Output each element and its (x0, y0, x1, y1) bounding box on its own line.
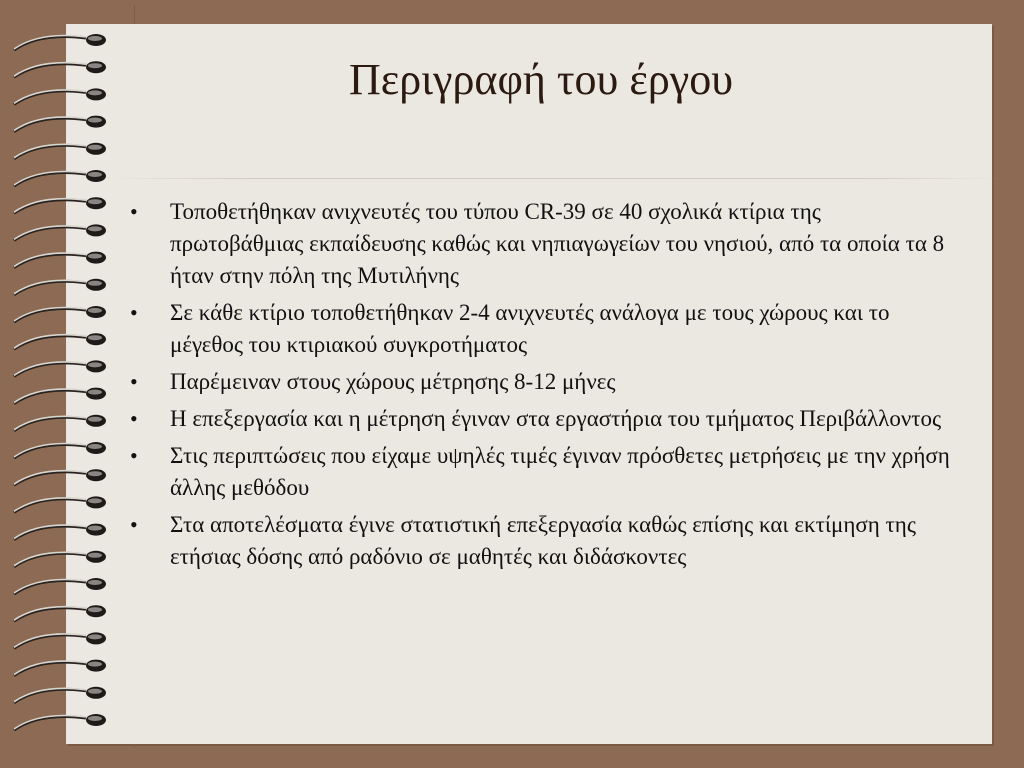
slide-title: Περιγραφή του έργου (348, 55, 734, 104)
list-item-text: Σε κάθε κτίριο τοποθετήθηκαν 2-4 ανιχνευτές ανάλογα με τους χώρους και το μέγεθος του κτιριακού συγκροτήματος (170, 300, 890, 357)
list-item (128, 297, 958, 361)
binding-ring (14, 551, 106, 567)
binding-ring (14, 388, 106, 404)
bullet-marker: • (130, 199, 138, 224)
binding-ring (14, 252, 106, 268)
list-item (128, 196, 958, 292)
title-divider (110, 178, 1000, 179)
binding-ring (14, 496, 106, 512)
binding-ring (14, 197, 106, 213)
list-item (128, 366, 958, 398)
binding-ring (14, 34, 106, 50)
list-item (128, 403, 958, 435)
binding-ring (14, 469, 106, 485)
list-item-text: Η επεξεργασία και η μέτρηση έγιναν στα εργαστήρια του τμήματος Περιβάλλοντος (170, 406, 942, 431)
list-item-text: Τοποθετήθηκαν ανιχνευτές του τύπου CR-39 σε 40 σχολικά κτίρια της πρωτοβάθμιας εκπαίδευσης καθώς και νηπιαγωγείων του νησιού, από τα οποία τα 8 ήταν στην πόλη της Μυτιλήνης (170, 199, 945, 288)
binding-ring (14, 61, 106, 77)
binding-ring (14, 442, 106, 458)
binding-ring (14, 605, 106, 621)
bullet-list (128, 196, 958, 578)
bullet-marker: • (130, 443, 138, 468)
binding-ring (14, 170, 106, 186)
list-item-text: Στα αποτελέσματα έγινε στατιστική επεξεργασία καθώς επίσης και εκτίμηση της ετήσιας δόσης από ραδόνιο σε μαθητές και διδάσκοντες (170, 512, 916, 569)
spiral-binding (0, 0, 130, 768)
binding-ring (14, 632, 106, 648)
binding-ring (14, 687, 106, 703)
binding-ring (14, 116, 106, 132)
list-item-text: Παρέμειναν στους χώρους μέτρησης 8-12 μήνες (170, 369, 616, 394)
binding-ring (14, 88, 106, 104)
binding-ring (14, 360, 106, 376)
list-item (128, 509, 958, 573)
binding-ring (14, 714, 106, 730)
binding-ring (14, 415, 106, 431)
bullet-marker: • (130, 369, 138, 394)
binding-ring (14, 143, 106, 159)
binding-ring (14, 279, 106, 295)
bullet-marker: • (130, 406, 138, 431)
bullet-marker: • (130, 512, 138, 537)
bullet-marker: • (130, 300, 138, 325)
binding-ring (14, 660, 106, 676)
list-item-text: Στις περιπτώσεις που είχαμε υψηλές τιμές έγιναν πρόσθετες μετρήσεις με την χρήση άλλης μεθόδου (170, 443, 950, 500)
binding-ring (14, 306, 106, 322)
binding-ring (14, 524, 106, 540)
binding-ring (14, 578, 106, 594)
binding-ring (14, 333, 106, 349)
list-item (128, 440, 958, 504)
binding-ring (14, 224, 106, 240)
